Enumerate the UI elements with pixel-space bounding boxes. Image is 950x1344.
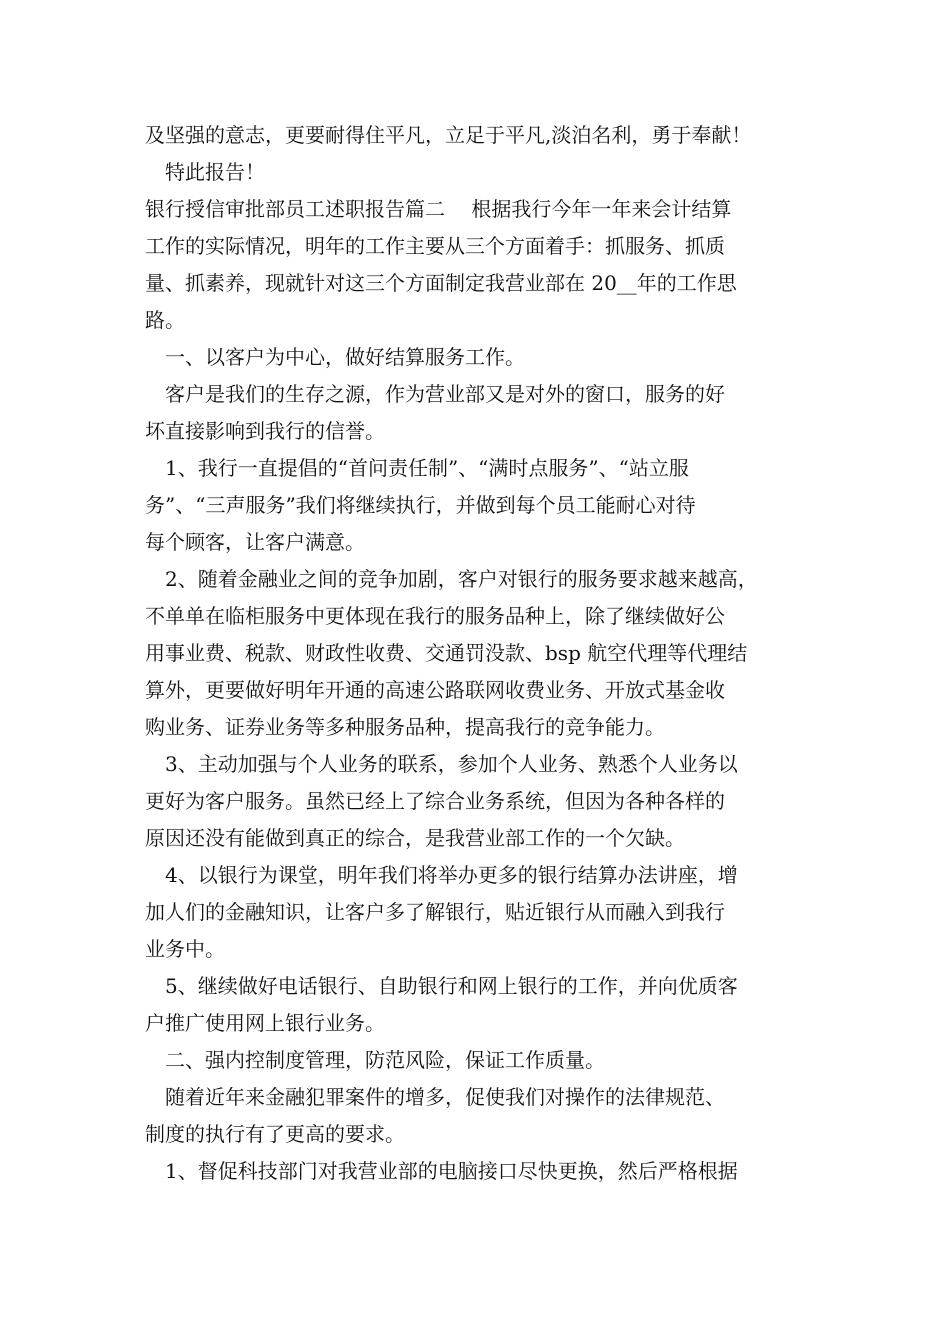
text-line: 算外，更要做好明年开通的高速公路联网收费业务、开放式基金收	[145, 678, 725, 702]
text-line: 工作的实际情况，明年的工作主要从三个方面着手：抓服务、抓质	[145, 234, 725, 258]
text-line: 4、以银行为课堂，明年我们将举办更多的银行结算办法讲座，增	[145, 863, 738, 887]
document-body	[145, 117, 815, 1190]
text-line: 5、继续做好电话银行、自助银行和网上银行的工作，并向优质客	[145, 974, 738, 998]
section-heading: 一、以客户为中心，做好结算服务工作。	[145, 345, 525, 369]
text-line: 用事业费、税款、财政性收费、交通罚没款、bsp 航空代理等代理结	[145, 641, 748, 665]
text-line: 量、抓素养，现就针对这三个方面制定我营业部在 20__年的工作思	[145, 271, 737, 295]
text-line: 坏直接影响到我行的信誉。	[145, 419, 385, 443]
text-line: 更好为客户服务。虽然已经上了综合业务系统，但因为各种各样的	[145, 789, 725, 813]
text-line: 随着近年来金融犯罪案件的增多，促使我们对操作的法律规范、	[145, 1085, 725, 1109]
text-line: 及坚强的意志，更要耐得住平凡，立足于平凡,淡泊名利，勇于奉献！	[145, 123, 752, 147]
text-line: 每个顾客，让客户满意。	[145, 530, 365, 554]
text-line: 路。	[145, 308, 185, 332]
text-line: 原因还没有能做到真正的综合，是我营业部工作的一个欠缺。	[145, 826, 685, 850]
text-line: 不单单在临柜服务中更体现在我行的服务品种上，除了继续做好公	[145, 604, 725, 628]
text-line: 1、督促科技部门对我营业部的电脑接口尽快更换，然后严格根据	[145, 1159, 738, 1183]
section-heading: 二、强内控制度管理，防范风险，保证工作质量。	[145, 1048, 605, 1072]
text-line: 3、主动加强与个人业务的联系，参加个人业务、熟悉个人业务以	[145, 752, 738, 776]
text-line: 户推广使用网上银行业务。	[145, 1011, 385, 1035]
text-line: 特此报告！	[145, 160, 265, 184]
text-line: 制度的执行有了更高的要求。	[145, 1122, 405, 1146]
text-line: 加人们的金融知识，让客户多了解银行，贴近银行从而融入到我行	[145, 900, 725, 924]
text-line: 务”、“三声服务”我们将继续执行，并做到每个员工能耐心对待	[145, 493, 696, 517]
text-line: 业务中。	[145, 937, 225, 961]
text-line: 银行授信审批部员工述职报告篇二 根据我行今年一年来会计结算	[145, 197, 732, 221]
text-line: 购业务、证券业务等多种服务品种，提高我行的竞争能力。	[145, 715, 665, 739]
text-line: 2、随着金融业之间的竞争加剧，客户对银行的服务要求越来越高，	[145, 567, 758, 591]
text-line: 1、我行一直提倡的“首问责任制”、“满时点服务”、“站立服	[145, 456, 689, 480]
text-line: 客户是我们的生存之源，作为营业部又是对外的窗口，服务的好	[145, 382, 725, 406]
